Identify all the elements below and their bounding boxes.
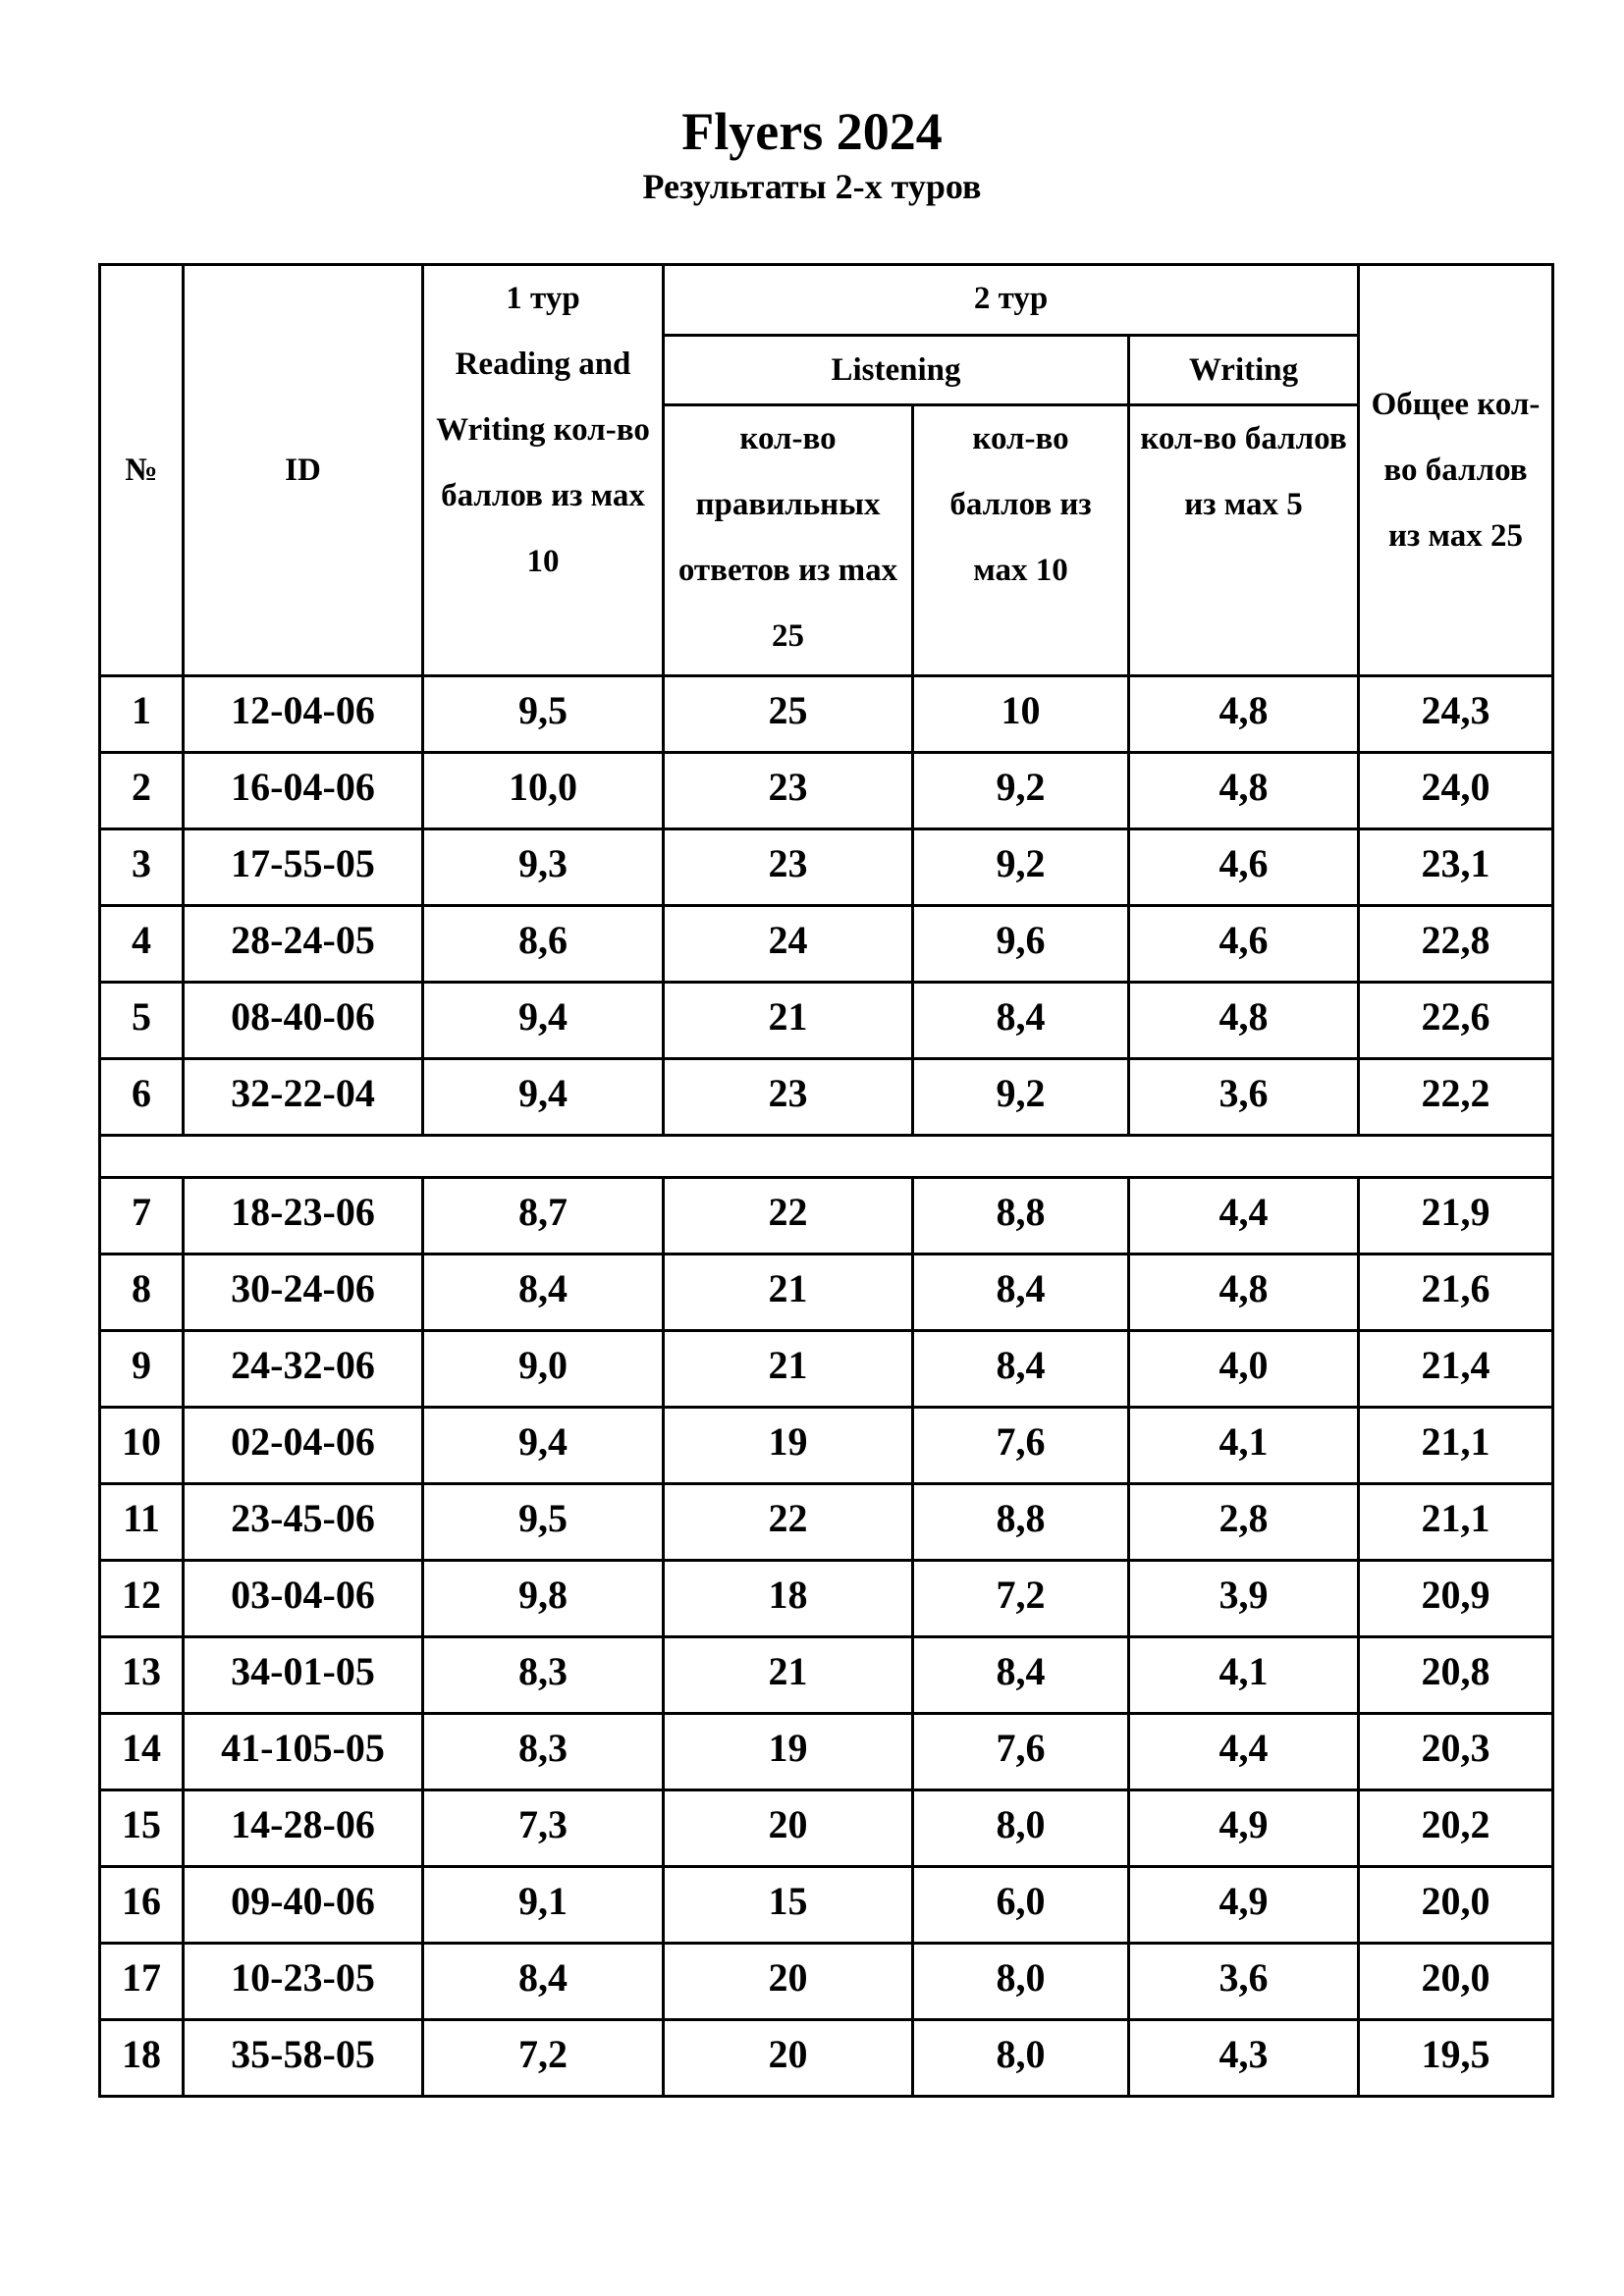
table-row (100, 1944, 1553, 2020)
cell-listening-correct: 20 (664, 2020, 913, 2097)
cell-id: 18-23-06 (184, 1178, 423, 1255)
cell-round1-score: 9,0 (423, 1331, 664, 1408)
cell-round1-score: 9,1 (423, 1867, 664, 1944)
cell-round1-score: 9,3 (423, 829, 664, 906)
cell-listening-points: 10 (913, 676, 1129, 753)
cell-number: 7 (100, 1178, 184, 1255)
cell-total: 20,0 (1359, 1867, 1553, 1944)
cell-round1-score: 9,4 (423, 1059, 664, 1136)
table-row (100, 1790, 1553, 1867)
cell-total: 20,2 (1359, 1790, 1553, 1867)
cell-round1-score: 10,0 (423, 753, 664, 829)
cell-writing-points: 4,3 (1129, 2020, 1359, 2097)
cell-listening-points: 9,2 (913, 1059, 1129, 1136)
cell-total: 23,1 (1359, 829, 1553, 906)
cell-round1-score: 9,5 (423, 676, 664, 753)
separator-cell (100, 1136, 1553, 1178)
header-id: ID (184, 265, 423, 676)
cell-writing-points: 4,6 (1129, 906, 1359, 983)
cell-round1-score: 9,4 (423, 983, 664, 1059)
cell-writing-points: 4,4 (1129, 1178, 1359, 1255)
cell-listening-correct: 19 (664, 1408, 913, 1484)
cell-listening-points: 9,6 (913, 906, 1129, 983)
cell-total: 21,4 (1359, 1331, 1553, 1408)
cell-number: 4 (100, 906, 184, 983)
cell-number: 16 (100, 1867, 184, 1944)
cell-total: 22,6 (1359, 983, 1553, 1059)
cell-writing-points: 4,0 (1129, 1331, 1359, 1408)
cell-round1-score: 8,4 (423, 1255, 664, 1331)
cell-id: 32-22-04 (184, 1059, 423, 1136)
cell-number: 17 (100, 1944, 184, 2020)
cell-id: 12-04-06 (184, 676, 423, 753)
table-row (100, 1484, 1553, 1561)
cell-number: 3 (100, 829, 184, 906)
cell-id: 17-55-05 (184, 829, 423, 906)
cell-writing-points: 3,6 (1129, 1944, 1359, 2020)
cell-number: 8 (100, 1255, 184, 1331)
cell-listening-correct: 21 (664, 983, 913, 1059)
cell-listening-correct: 20 (664, 1790, 913, 1867)
header-number: № (100, 265, 184, 676)
header-listening-correct: кол-во правильных ответов из max 25 (664, 405, 913, 676)
cell-listening-correct: 22 (664, 1178, 913, 1255)
cell-listening-points: 8,4 (913, 1637, 1129, 1714)
cell-listening-correct: 24 (664, 906, 913, 983)
separator-row (100, 1136, 1553, 1178)
table-row (100, 829, 1553, 906)
cell-round1-score: 8,7 (423, 1178, 664, 1255)
table-row (100, 1255, 1553, 1331)
document-title: Flyers 2024 (681, 102, 943, 161)
cell-id: 02-04-06 (184, 1408, 423, 1484)
cell-listening-correct: 21 (664, 1255, 913, 1331)
cell-number: 18 (100, 2020, 184, 2097)
cell-id: 28-24-05 (184, 906, 423, 983)
table-row (100, 753, 1553, 829)
cell-round1-score: 9,4 (423, 1408, 664, 1484)
cell-total: 20,8 (1359, 1637, 1553, 1714)
cell-round1-score: 9,5 (423, 1484, 664, 1561)
header-writing: Writing (1129, 336, 1359, 405)
cell-writing-points: 4,9 (1129, 1867, 1359, 1944)
cell-writing-points: 4,4 (1129, 1714, 1359, 1790)
cell-writing-points: 4,9 (1129, 1790, 1359, 1867)
cell-round1-score: 9,8 (423, 1561, 664, 1637)
table-row (100, 1059, 1553, 1136)
cell-round1-score: 7,2 (423, 2020, 664, 2097)
cell-listening-correct: 22 (664, 1484, 913, 1561)
cell-listening-points: 7,2 (913, 1561, 1129, 1637)
cell-total: 21,9 (1359, 1178, 1553, 1255)
cell-id: 23-45-06 (184, 1484, 423, 1561)
table-row (100, 1867, 1553, 1944)
cell-total: 21,1 (1359, 1408, 1553, 1484)
cell-listening-points: 8,0 (913, 2020, 1129, 2097)
cell-writing-points: 4,1 (1129, 1637, 1359, 1714)
table-row (100, 983, 1553, 1059)
cell-total: 19,5 (1359, 2020, 1553, 2097)
cell-id: 03-04-06 (184, 1561, 423, 1637)
cell-listening-correct: 20 (664, 1944, 913, 2020)
cell-listening-points: 8,4 (913, 1331, 1129, 1408)
cell-id: 08-40-06 (184, 983, 423, 1059)
cell-total: 21,6 (1359, 1255, 1553, 1331)
cell-writing-points: 4,1 (1129, 1408, 1359, 1484)
cell-writing-points: 4,8 (1129, 1255, 1359, 1331)
header-total: Общее кол-во баллов из мах 25 (1359, 265, 1553, 676)
cell-id: 10-23-05 (184, 1944, 423, 2020)
table-row (100, 1178, 1553, 1255)
cell-number: 5 (100, 983, 184, 1059)
header-writing-points: кол-во баллов из мах 5 (1129, 405, 1359, 676)
cell-listening-points: 8,8 (913, 1484, 1129, 1561)
cell-id: 09-40-06 (184, 1867, 423, 1944)
cell-listening-points: 8,8 (913, 1178, 1129, 1255)
cell-total: 22,8 (1359, 906, 1553, 983)
cell-number: 12 (100, 1561, 184, 1637)
table-row (100, 1637, 1553, 1714)
header-listening-points: кол-во баллов из мах 10 (913, 405, 1129, 676)
cell-writing-points: 4,8 (1129, 983, 1359, 1059)
cell-round1-score: 8,3 (423, 1714, 664, 1790)
header-listening: Listening (664, 336, 1129, 405)
table-row (100, 1408, 1553, 1484)
cell-total: 20,9 (1359, 1561, 1553, 1637)
table-row (100, 1331, 1553, 1408)
cell-writing-points: 3,9 (1129, 1561, 1359, 1637)
cell-listening-points: 8,4 (913, 983, 1129, 1059)
cell-listening-points: 8,0 (913, 1790, 1129, 1867)
cell-listening-correct: 21 (664, 1637, 913, 1714)
cell-round1-score: 8,6 (423, 906, 664, 983)
cell-number: 13 (100, 1637, 184, 1714)
table-row (100, 676, 1553, 753)
cell-number: 9 (100, 1331, 184, 1408)
cell-total: 21,1 (1359, 1484, 1553, 1561)
results-table (98, 263, 1554, 2098)
cell-total: 24,0 (1359, 753, 1553, 829)
cell-round1-score: 7,3 (423, 1790, 664, 1867)
cell-total: 24,3 (1359, 676, 1553, 753)
cell-id: 16-04-06 (184, 753, 423, 829)
cell-listening-correct: 23 (664, 753, 913, 829)
header-round2: 2 тур (664, 265, 1359, 336)
table-row (100, 1561, 1553, 1637)
cell-id: 41-105-05 (184, 1714, 423, 1790)
cell-listening-points: 7,6 (913, 1714, 1129, 1790)
cell-listening-points: 6,0 (913, 1867, 1129, 1944)
table-row (100, 1714, 1553, 1790)
cell-writing-points: 4,8 (1129, 676, 1359, 753)
cell-total: 20,3 (1359, 1714, 1553, 1790)
cell-total: 22,2 (1359, 1059, 1553, 1136)
document-subtitle: Результаты 2-х туров (642, 167, 982, 206)
cell-listening-correct: 21 (664, 1331, 913, 1408)
cell-listening-points: 8,4 (913, 1255, 1129, 1331)
cell-id: 24-32-06 (184, 1331, 423, 1408)
cell-round1-score: 8,4 (423, 1944, 664, 2020)
cell-number: 2 (100, 753, 184, 829)
table-row (100, 906, 1553, 983)
cell-number: 14 (100, 1714, 184, 1790)
cell-id: 34-01-05 (184, 1637, 423, 1714)
cell-listening-correct: 18 (664, 1561, 913, 1637)
cell-listening-points: 9,2 (913, 829, 1129, 906)
cell-listening-correct: 19 (664, 1714, 913, 1790)
cell-listening-points: 7,6 (913, 1408, 1129, 1484)
cell-id: 14-28-06 (184, 1790, 423, 1867)
header-round1-title: 1 тур (506, 281, 580, 316)
cell-writing-points: 4,6 (1129, 829, 1359, 906)
cell-writing-points: 4,8 (1129, 753, 1359, 829)
cell-listening-correct: 25 (664, 676, 913, 753)
cell-number: 10 (100, 1408, 184, 1484)
cell-id: 30-24-06 (184, 1255, 423, 1331)
cell-number: 15 (100, 1790, 184, 1867)
cell-listening-correct: 15 (664, 1867, 913, 1944)
cell-listening-correct: 23 (664, 829, 913, 906)
cell-total: 20,0 (1359, 1944, 1553, 2020)
cell-listening-correct: 23 (664, 1059, 913, 1136)
cell-listening-points: 9,2 (913, 753, 1129, 829)
cell-number: 6 (100, 1059, 184, 1136)
cell-listening-points: 8,0 (913, 1944, 1129, 2020)
cell-writing-points: 3,6 (1129, 1059, 1359, 1136)
cell-round1-score: 8,3 (423, 1637, 664, 1714)
cell-writing-points: 2,8 (1129, 1484, 1359, 1561)
cell-number: 11 (100, 1484, 184, 1561)
cell-id: 35-58-05 (184, 2020, 423, 2097)
header-round1-sub: Reading and Writing кол-во баллов из мах 10 (436, 347, 650, 579)
table-row (100, 2020, 1553, 2097)
cell-number: 1 (100, 676, 184, 753)
header-round1 (423, 265, 664, 676)
